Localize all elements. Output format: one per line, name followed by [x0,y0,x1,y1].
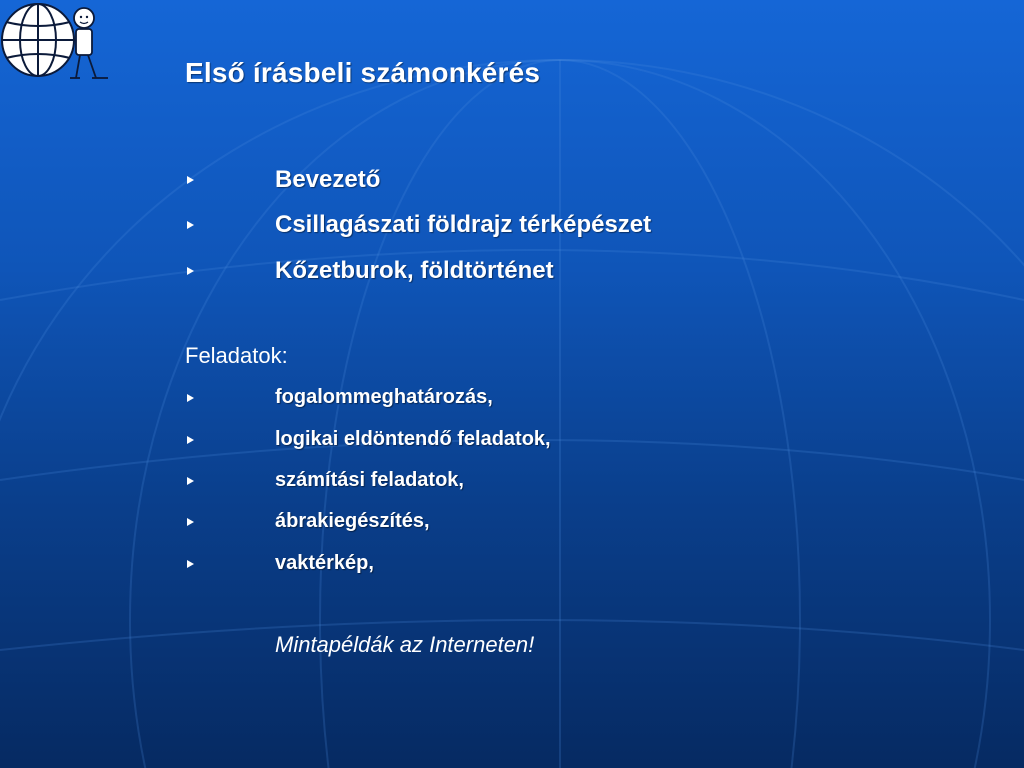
task-item [185,469,464,492]
arrow-bullet-icon [185,558,197,570]
topic-item [185,211,651,239]
topic-label: Csillagászati földrajz térképészet [275,211,652,238]
task-item [185,552,374,575]
arrow-bullet-icon [185,516,197,528]
topic-item [185,257,554,285]
task-item [185,386,493,409]
tasks-heading: Feladatok: [185,343,288,368]
task-label: logikai eldöntendő feladatok, [275,428,551,450]
arrow-bullet-icon [185,219,197,231]
slide-title: Első írásbeli számonkérés [185,57,541,88]
arrow-bullet-icon [185,265,197,277]
globe-figure-logo [0,0,115,85]
footer-note: Mintapéldák az Interneten! [275,632,535,657]
topic-label: Bevezető [275,166,381,193]
topic-item [185,166,380,194]
task-label: vaktérkép, [275,552,374,574]
task-item [185,510,430,533]
arrow-bullet-icon [185,475,197,487]
arrow-bullet-icon [185,434,197,446]
task-label: számítási feladatok, [275,469,464,491]
arrow-bullet-icon [185,392,197,404]
task-label: ábrakiegészítés, [275,510,430,532]
topic-label: Kőzetburok, földtörténet [275,257,554,284]
task-item [185,428,551,451]
task-label: fogalommeghatározás, [275,386,493,408]
arrow-bullet-icon [185,174,197,186]
